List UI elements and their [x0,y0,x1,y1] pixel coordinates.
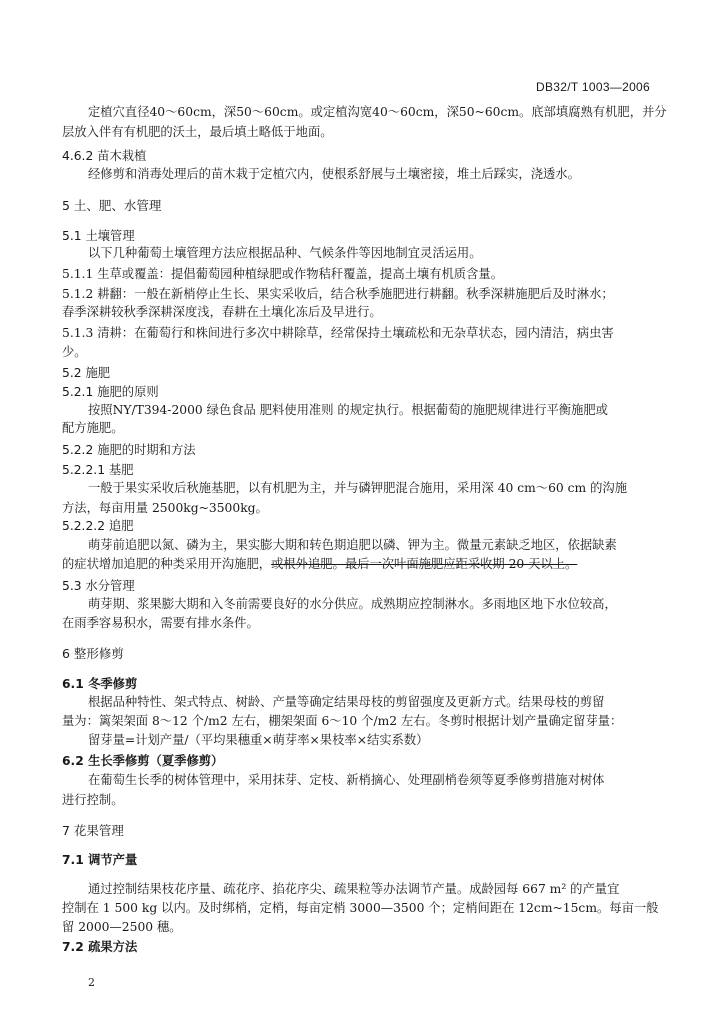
body-text-line: 配方施肥。 [62,421,124,435]
body-text-line [62,556,577,572]
formula-line: 留芽量=计划产量/（平均果穗重×萌芽率×果枝率×结实系数） [88,733,429,747]
subsection-heading: 5.3 水分管理 [62,579,135,593]
subsection-heading: 5.2.2.1 基肥 [62,463,134,477]
body-text-line: 方法，每亩用量 2500kg~3500kg。 [62,501,268,515]
body-text-line: 少。 [62,345,87,359]
body-text-line: 层放入伴有有机肥的沃土，最后填土略低于地面。 [62,125,333,139]
body-text-line: 根据品种特性、架式特点、树龄、产量等确定结果母枝的剪留强度及更新方式。结果母枝的剪留 [88,695,605,709]
body-text-line: 通过控制结果枝花序量、疏花序、掐花序尖、疏果粒等办法调节产量。成龄园每 667 m² 的产量宜 [88,882,620,896]
standard-number: DB32/T 1003—2006 [536,80,650,94]
body-text-line: 在雨季容易积水，需要有排水条件。 [62,616,259,630]
subsection-heading: 6.2 生长季修剪（夏季修剪） [62,754,224,768]
subsection-heading: 7.2 疏果方法 [62,940,138,954]
body-text-line: 以下几种葡萄土壤管理方法应根据品种、气候条件等因地制宜灵活运用。 [88,246,482,260]
section-heading: 6 整形修剪 [62,646,124,661]
subsection-heading: 6.1 冬季修剪 [62,677,138,691]
subsection-heading: 5.2.2 施肥的时期和方法 [62,443,196,457]
body-text-line: 萌芽期、浆果膨大期和入冬前需要良好的水分供应。成熟期应控制淋水。多雨地区地下水位较高， [88,597,617,611]
subsection-heading: 7.1 调节产量 [62,853,138,867]
body-text-line: 进行控制。 [62,793,124,807]
body-text-line: 5.1.1 生草或覆盖：提倡葡萄园种植绿肥或作物秸秆覆盖，提高土壤有机质含量。 [62,267,503,281]
subsection-heading: 5.2.1 施肥的原则 [62,385,159,399]
body-text-line: 控制在 1 500 kg 以内。及时绑梢，定梢，每亩定梢 3000—3500 个；定梢间距在 12cm~15cm。每亩一般 [62,901,659,915]
body-text-line: 萌芽前追肥以氮、磷为主，果实膨大期和转色期追肥以磷、钾为主。微量元素缺乏地区，依据缺素 [88,538,617,552]
body-text-line: 在葡萄生长季的树体管理中，采用抹芽、定枝、新梢摘心、处理副梢卷须等夏季修剪措施对树体 [88,773,605,787]
body-text-line: 5.1.3 清耕：在葡萄行和株间进行多次中耕除草，经常保持土壤疏松和无杂草状态，园内清洁，病虫害 [62,326,614,340]
subsection-heading: 5.2 施肥 [62,366,111,380]
body-text-segment: 的症状增加追肥的种类采用开沟施肥， [62,557,272,571]
subsection-heading: 4.6.2 苗木栽植 [62,149,147,163]
body-text-line: 经修剪和消毒处理后的苗木栽于定植穴内，使根系舒展与土壤密接，堆土后踩实，浇透水。 [88,167,580,181]
subsection-heading: 5.2.2.2 追肥 [62,519,134,533]
body-text-line: 按照NY/T394-2000 绿色食品 肥料使用准则 的规定执行。根据葡萄的施肥规律进行平衡施肥或 [88,403,608,417]
body-text-line: 5.1.2 耕翻：一般在新梢停止生长、果实采收后，结合秋季施肥进行耕翻。秋季深耕施肥后及时淋水； [62,287,614,301]
section-heading: 5 土、肥、水管理 [62,198,162,213]
subsection-heading: 5.1 土壤管理 [62,229,135,243]
body-text-line: 留 2000—2500 穗。 [62,920,182,934]
struck-text-segment: 或根外追肥。最后一次叶面施肥应距采收期 20 天以上。 [271,557,578,571]
page-number: 2 [88,976,95,989]
body-text-line: 一般于果实采收后秋施基肥，以有机肥为主，并与磷钾肥混合施用，采用深 40 cm～60 cm 的沟施 [88,481,628,495]
body-text-line: 定植穴直径40～60cm，深50～60cm。或定植沟宽40～60cm，深50~60cm。底部填腐熟有机肥，并分 [88,105,667,119]
body-text-line: 量为：篱架架面 8～12 个/m2 左右，棚架架面 6～10 个/m2 左右。冬剪时根据计划产量确定留芽量： [62,714,623,728]
section-heading: 7 花果管理 [62,823,124,838]
body-text-line: 春季深耕较秋季深耕深度浅，春耕在土壤化冻后及早进行。 [62,305,382,319]
